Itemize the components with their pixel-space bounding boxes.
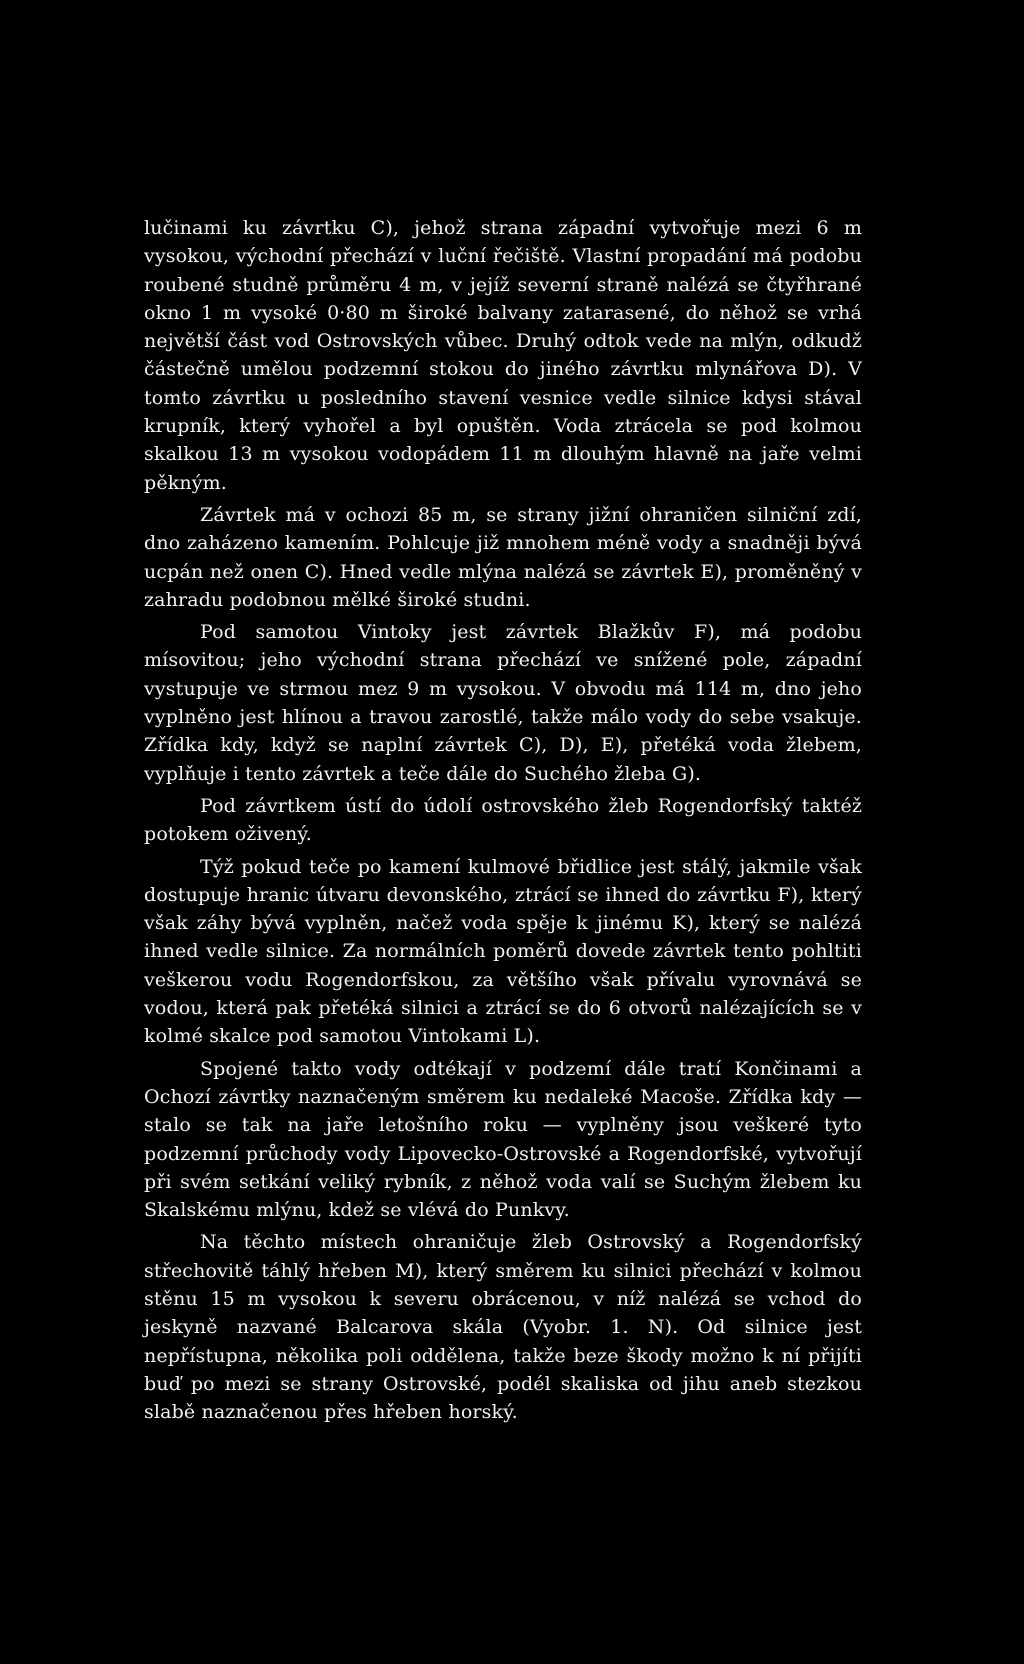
paragraph-4: Pod závrtkem ústí do údolí ostrovského žleb Rogendorfský taktéž potokem oživený. [144, 794, 862, 846]
paragraph-3: Pod samotou Vintoky jest závrtek Blažkův F), má podobu mísovitou; jeho východní strana přechází ve snížené pole, západní vystupuje ve strmou mez 9 m vysokou. V obvodu má 114 m, dno jeho vyplněno jest hlínou a travou zarostlé, takže málo vody do sebe vsakuje. Zřídka kdy, když se naplní závrtek C), D), E), přetéká voda žlebem, vyplňuje i tento závrtek a teče dále do Suchého žleba G). [144, 621, 862, 785]
paragraph-5: Týž pokud teče po kamení kulmové břidlice jest stálý, jakmile však dostupuje hranic útvaru devonského, ztrácí se ihned do závrtku F), který však záhy bývá vyplněn, načež voda spěje k jinému K), který se nalézá ihned vedle silnice. Za normálních poměrů dovede závrtek tento pohltiti veškerou vodu Rogendorfskou, za většího však přívalu vyrovnává se vodou, která pak přetéká silnici a ztrácí se do 6 otvorů nalézajících se v kolmé skalce pod samotou Vintokami L). [144, 855, 862, 1048]
paragraph-7: Na těchto místech ohraničuje žleb Ostrovský a Rogendorfský střechovitě táhlý hřeben M), který směrem ku silnici přechází v kolmou stěnu 15 m vysokou k severu obrácenou, v níž nalézá se vchod do jeskyně nazvané Balcarova skála (Vyobr. 1. N). Od silnice jest nepřístupna, několika poli oddělena, takže beze škody možno k ní přijíti buď po mezi se strany Ostrovské, podél skaliska od jihu aneb stezkou slabě naznačenou přes hřeben horský. [144, 1231, 862, 1424]
paragraph-1: lučinami ku závrtku C), jehož strana západní vytvořuje mezi 6 m vysokou, východní přechází v luční řečiště. Vlastní propadání má podobu roubené studně průměru 4 m, v jejíž severní straně nalézá se čtyřhrané okno 1 m vysoké 0·80 m široké balvany zatarasené, do něhož se vrhá největší část vod Ostrovských vůbec. Druhý odtok vede na mlýn, odkudž částečně umělou podzemní stokou do jiného závrtku mlynářova D). V tomto závrtku u posledního stavení vesnice vedle silnice kdysi stával krupník, který vyhořel a byl opuštěn. Voda ztrácela se pod kolmou skalkou 13 m vysokou vodopádem 11 m dlouhým hlavně na jaře velmi pěkným. [144, 217, 862, 494]
paragraph-6: Spojené takto vody odtékají v podzemí dále tratí Končinami a Ochozí závrtky naznačeným směrem ku nedaleké Macoše. Zřídka kdy — stalo se tak na jaře letošního roku — vyplněny jsou veškeré tyto podzemní průchody vody Lipovecko-Ostrovské a Rogendorfské, vytvořují při svém setkání veliký rybník, z něhož voda valí se Suchým žlebem ku Skalskému mlýnu, kdež se vlévá do Punkvy. [144, 1057, 862, 1222]
body-text [144, 214, 862, 1426]
paragraph-2: Závrtek má v ochozi 85 m, se strany jižní ohraničen silniční zdí, dno zaházeno kamením. Pohlcuje již mnohem méně vody a snadněji bývá ucpán než onen C). Hned vedle mlýna nalézá se závrtek E), proměněný v zahradu podobnou mělké široké studni. [144, 503, 862, 611]
